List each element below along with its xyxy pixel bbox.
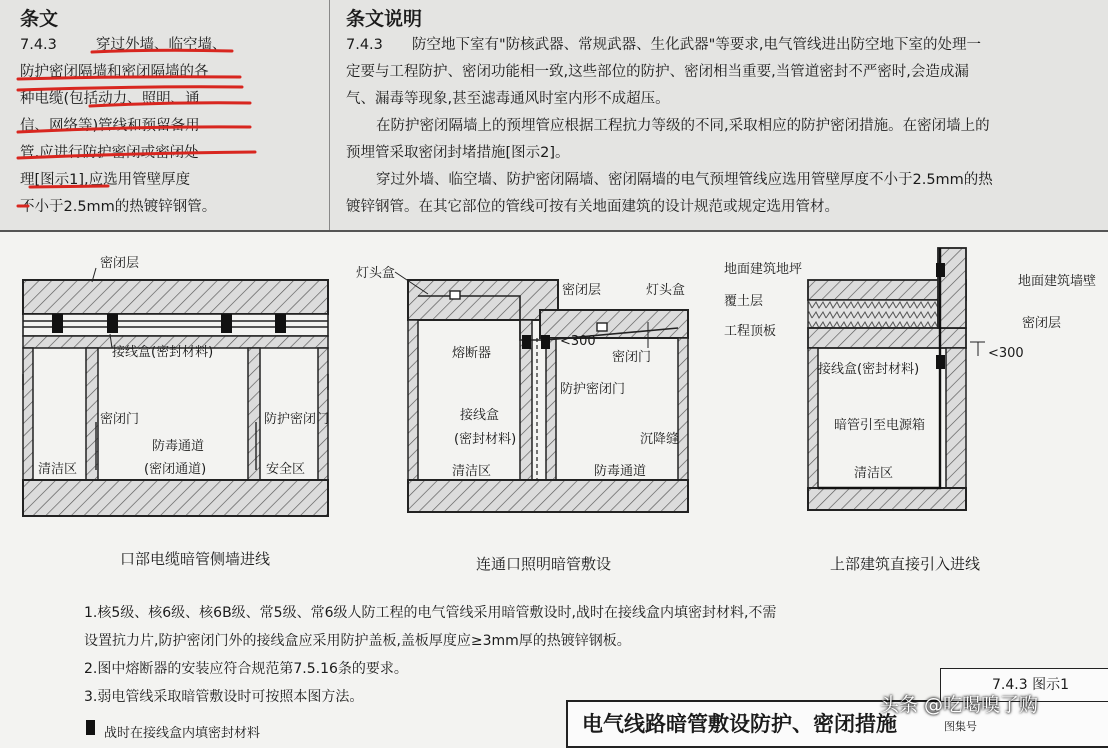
explanation-line-4: 在防护密闭隔墙上的预埋管应根据工程抗力等级的不同,采取相应的防护密闭措施。在密闭墙上的 [376,118,990,134]
clause-header: 条文 [20,8,59,30]
note-2: 2.图中熔断器的安装应符合规范第7.5.16条的要求。 [84,661,408,677]
d1-anti-poison: 防毒通道 [152,439,205,454]
d2-junction-box: 接线盒 [460,408,500,423]
explanation-line-6: 穿过外墙、临空墙、防护密闭隔墙、密闭隔墙的电气预埋管线应选用管壁厚度不小于2.5mm的热 [376,172,993,188]
d2-seal-layer: 密闭层 [562,283,602,298]
d2-lamp-box-2: 灯头盒 [646,283,686,298]
d2-settlement-joint: 沉降缝 [640,432,680,447]
explanation-line-7: 镀锌钢管。在其它部位的管线可按有关地面建筑的设计规范或规定选用管材。 [346,199,839,215]
diagram-3 [808,248,985,510]
clause-line-6: 理[图示1],应选用管壁厚度 [20,172,191,188]
clause-line-3: 种电缆(包括动力、照明、通 [20,91,200,107]
d3-clean-zone: 清洁区 [854,466,894,481]
atlas-number-label: 图集号 [944,720,977,733]
note-1-cont: 设置抗力片,防护密闭门外的接线盒应采用防护盖板,盖板厚度应≥3mm厚的热镀锌钢板。 [84,633,631,649]
d2-lamp-box-1: 灯头盒 [356,266,396,281]
d2-anti-poison: 防毒通道 [594,464,647,479]
d2-dim-300: <300 [560,334,596,349]
d2-sealant: (密封材料) [454,432,517,447]
note-3: 3.弱电管线采取暗管敷设时可按照本图方法。 [84,689,364,705]
explanation-line-5: 预埋管采取密闭封堵措施[图示2]。 [346,145,570,161]
d2-clean-zone: 清洁区 [452,464,492,479]
d3-top-slab: 工程顶板 [724,324,777,339]
clause-line-1: 穿过外墙、临空墙、 [96,37,227,53]
d3-caption: 上部建筑直接引入进线 [830,555,981,573]
legend-swatch [86,720,95,735]
clause-number: 7.4.3 [20,37,57,53]
drawing-title: 电气线路暗管敷设防护、密闭措施 [582,712,897,736]
d3-backfill: 覆土层 [724,294,764,309]
explanation-line-3: 气、漏毒等现象,甚至滤毒通风时室内形不成超压。 [346,91,670,107]
d3-seal-layer: 密闭层 [1022,316,1062,331]
d3-ground-wall: 地面建筑墙壁 [1018,274,1097,289]
d1-junction-box: 接线盒(密封材料) [112,345,214,360]
explanation-number: 7.4.3 [346,37,383,53]
clause-line-4: 信、网络等)管线和预留备用 [20,118,200,134]
d3-ground-floor: 地面建筑地坪 [724,262,803,277]
d3-conduit-to-panel: 暗管引至电源箱 [834,418,926,433]
clause-line-2: 防护密闭隔墙和密闭隔墙的各 [20,64,209,80]
explanation-line-2: 定要与工程防护、密闭功能相一致,这些部位的防护、密闭相当重要,当管道密封不严密时,会造成漏 [346,64,969,80]
legend-text: 战时在接线盒内填密封材料 [104,726,261,741]
d1-seal-layer: 密闭层 [100,256,140,271]
d1-blast-door: 防护密闭门 [264,412,330,427]
d2-caption: 连通口照明暗管敷设 [476,555,612,573]
column-divider [329,0,330,230]
d1-caption: 口部电缆暗管侧墙进线 [120,550,271,568]
d2-blast-door: 防护密闭门 [560,382,626,397]
d3-dim-300: <300 [988,346,1024,361]
d2-airtight-door: 密闭门 [612,350,652,365]
d1-clean-zone: 清洁区 [38,462,78,477]
diagram-1 [23,268,328,516]
d2-fuse: 熔断器 [452,346,492,361]
clause-line-5: 管,应进行防护密闭或密闭处 [20,145,199,161]
d3-junction-box: 接线盒(密封材料) [818,362,920,377]
watermark: 头条 @吃喝嗅了购 [880,694,1039,716]
d1-sealed-passage: (密闭通道) [144,462,207,477]
d1-airtight-door: 密闭门 [100,412,140,427]
explanation-header: 条文说明 [346,8,423,30]
figure-tag: 7.4.3 图示1 [992,677,1069,693]
explanation-line-1: 防空地下室有"防核武器、常规武器、生化武器"等要求,电气管线进出防空地下室的处理一 [412,37,981,53]
d1-safe-zone: 安全区 [266,462,306,477]
note-1: 1.核5级、核6级、核6B级、常5级、常6级人防工程的电气管线采用暗管敷设时,战时在接线盒内填密封材料,不需 [84,605,777,621]
clause-line-7: 不小于2.5mm的热镀锌钢管。 [20,199,217,215]
